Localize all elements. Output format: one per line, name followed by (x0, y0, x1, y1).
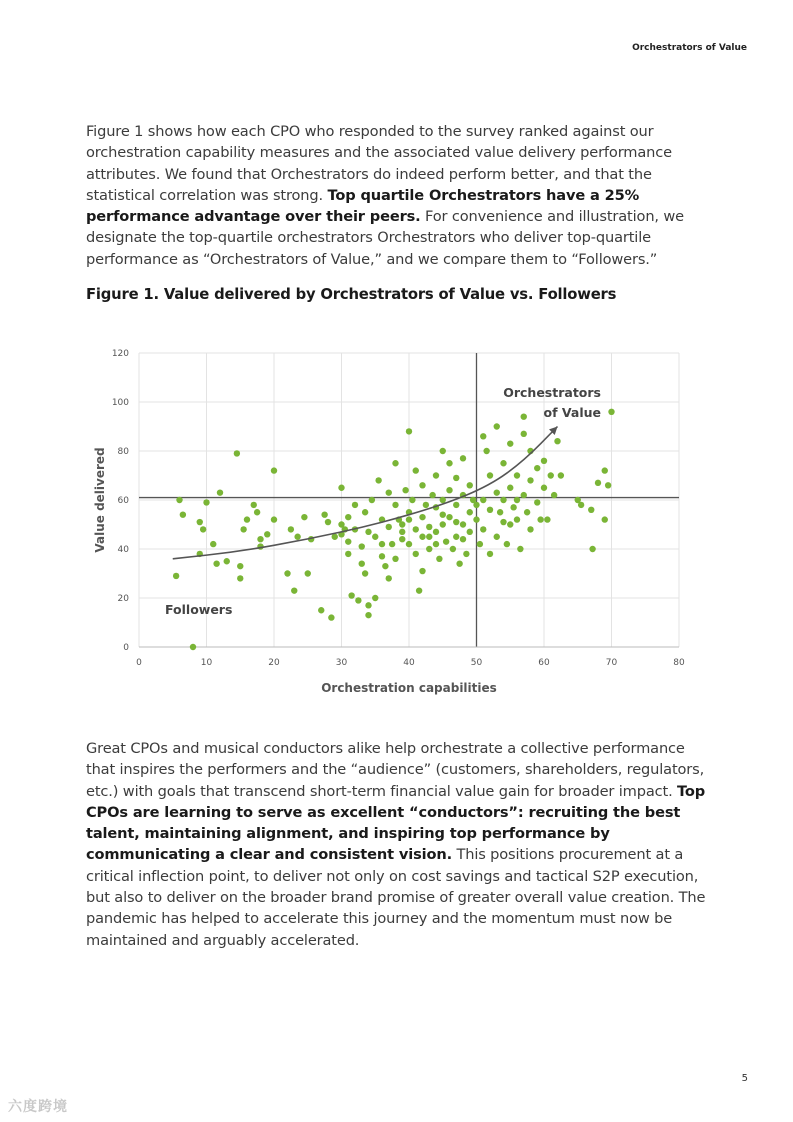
data-point (602, 467, 608, 473)
data-point (365, 529, 371, 535)
data-point (440, 512, 446, 518)
y-tick-label: 20 (117, 594, 129, 604)
data-point (440, 497, 446, 503)
data-point (433, 541, 439, 547)
data-point (487, 507, 493, 513)
data-point (500, 460, 506, 466)
data-point (487, 472, 493, 478)
figure-title: Figure 1. Value delivered by Orchestrators of Value vs. Followers (86, 286, 617, 303)
x-tick-label: 0 (136, 658, 142, 668)
data-point (345, 514, 351, 520)
y-tick-label: 80 (117, 447, 129, 457)
data-point (521, 431, 527, 437)
data-point (534, 499, 540, 505)
data-point (406, 541, 412, 547)
data-point (467, 509, 473, 515)
data-point (355, 597, 361, 603)
data-point (419, 568, 425, 574)
data-point (558, 472, 564, 478)
data-point (507, 521, 513, 527)
intro-text-2: For convenience and illustration, we designate the top-quartile orchestrators Orchestrators who deliver top-quartile performance as “Orchestrators of Value,” and we compare them to “Followers.” (86, 208, 685, 268)
data-point (382, 563, 388, 569)
data-point (453, 475, 459, 481)
x-axis-title: Orchestration capabilities (321, 681, 497, 695)
data-point (602, 516, 608, 522)
data-point (504, 541, 510, 547)
data-point (234, 450, 240, 456)
data-point (251, 502, 257, 508)
data-point (527, 526, 533, 532)
data-point (389, 541, 395, 547)
data-point (386, 524, 392, 530)
data-point (514, 516, 520, 522)
data-point (433, 529, 439, 535)
data-point (477, 541, 483, 547)
intro-paragraph (86, 121, 716, 270)
data-point (294, 534, 300, 540)
data-point (436, 556, 442, 562)
data-point (480, 497, 486, 503)
y-axis-title: Value delivered (93, 447, 107, 553)
data-point (365, 602, 371, 608)
data-point (510, 504, 516, 510)
body-paragraph (86, 738, 716, 951)
data-point (467, 529, 473, 535)
data-point (487, 551, 493, 557)
data-point (534, 465, 540, 471)
data-point (595, 480, 601, 486)
watermark-logo: 六度跨境 (8, 1099, 68, 1115)
data-point (433, 472, 439, 478)
data-point (413, 526, 419, 532)
data-point (200, 526, 206, 532)
data-point (301, 514, 307, 520)
data-point (217, 489, 223, 495)
data-point (244, 516, 250, 522)
data-point (240, 526, 246, 532)
data-point (210, 541, 216, 547)
data-point (399, 536, 405, 542)
data-point (365, 612, 371, 618)
data-point (362, 509, 368, 515)
data-point (291, 587, 297, 593)
x-tick-label: 10 (200, 658, 213, 668)
y-tick-label: 100 (111, 398, 129, 408)
data-point (369, 497, 375, 503)
data-point (399, 521, 405, 527)
x-tick-label: 70 (605, 658, 618, 668)
data-point (440, 521, 446, 527)
data-point (362, 570, 368, 576)
data-point (460, 536, 466, 542)
data-point (453, 519, 459, 525)
data-point (426, 524, 432, 530)
annotation-orchestrators: Orchestrators (503, 385, 601, 400)
data-point (480, 433, 486, 439)
data-point (406, 428, 412, 434)
data-point (338, 485, 344, 491)
x-tick-label: 50 (470, 658, 483, 668)
data-point (190, 644, 196, 650)
data-point (224, 558, 230, 564)
data-point (426, 546, 432, 552)
data-point (264, 531, 270, 537)
data-point (423, 502, 429, 508)
data-point (440, 448, 446, 454)
data-point (176, 497, 182, 503)
intro-text-1: Figure 1 shows how each CPO who responded to the survey ranked against our orchestration capability measures and the associated value delivery performance attributes. We found that Orchestrators do indeed perform better, and that the statistical correlation was strong. (86, 123, 672, 204)
data-point (517, 546, 523, 552)
annotation-followers: Followers (165, 602, 233, 617)
data-point (413, 551, 419, 557)
header-title: Orchestrators of Value (632, 43, 747, 53)
x-tick-label: 40 (403, 658, 415, 668)
data-point (392, 502, 398, 508)
data-point (305, 570, 311, 576)
data-point (589, 546, 595, 552)
data-point (500, 519, 506, 525)
x-tick-label: 30 (335, 658, 348, 668)
data-point (419, 534, 425, 540)
y-tick-label: 120 (111, 349, 129, 359)
intro-bold: Top quartile Orchestrators have a 25% performance advantage over their peers. (86, 186, 640, 226)
data-point (203, 499, 209, 505)
data-point (446, 514, 452, 520)
data-point (446, 487, 452, 493)
data-point (605, 482, 611, 488)
data-point (521, 492, 527, 498)
y-tick-label: 40 (117, 545, 129, 555)
body-bold: Top CPOs are learning to serve as excellent “conductors”: recruiting the best talent, maintaining alignment, and inspiring top performance by communicating a clear and consistent vision. (86, 782, 706, 864)
data-point (426, 534, 432, 540)
data-point (588, 507, 594, 513)
data-point (500, 497, 506, 503)
data-point (453, 534, 459, 540)
data-point (480, 526, 486, 532)
data-point (328, 614, 334, 620)
data-point (483, 448, 489, 454)
data-point (254, 509, 260, 515)
data-point (578, 502, 584, 508)
data-point (419, 482, 425, 488)
data-point (473, 502, 479, 508)
data-point (392, 556, 398, 562)
data-point (537, 516, 543, 522)
data-point (527, 477, 533, 483)
data-point (413, 467, 419, 473)
data-point (419, 514, 425, 520)
data-point (406, 516, 412, 522)
data-point (173, 573, 179, 579)
data-point (409, 497, 415, 503)
data-point (521, 414, 527, 420)
data-point (288, 526, 294, 532)
data-point (456, 561, 462, 567)
data-point (386, 489, 392, 495)
data-point (429, 492, 435, 498)
data-point (321, 512, 327, 518)
annotation-of-value: of Value (543, 405, 601, 420)
data-point (494, 489, 500, 495)
data-point (237, 575, 243, 581)
data-point (359, 561, 365, 567)
x-tick-label: 60 (538, 658, 550, 668)
data-point (325, 519, 331, 525)
x-tick-label: 20 (268, 658, 280, 668)
data-point (514, 497, 520, 503)
data-point (443, 538, 449, 544)
data-point (399, 529, 405, 535)
data-point (544, 516, 550, 522)
scatter-chart (88, 340, 698, 710)
data-point (257, 536, 263, 542)
data-point (524, 509, 530, 515)
data-point (180, 512, 186, 518)
data-point (514, 472, 520, 478)
data-point (507, 485, 513, 491)
data-point (271, 516, 277, 522)
data-point (554, 438, 560, 444)
data-point (213, 561, 219, 567)
data-point (541, 485, 547, 491)
data-point (402, 487, 408, 493)
data-point (541, 458, 547, 464)
data-point (416, 587, 422, 593)
data-point (372, 534, 378, 540)
body-text-1: Great CPOs and musical conductors alike help orchestrate a collective performance that inspires the performers and the “audience” (customers, shareholders, regulators, etc.) with goals that transcend short-term financial value gain for broader impact. (86, 740, 705, 800)
data-point (463, 551, 469, 557)
y-tick-label: 60 (117, 496, 129, 506)
data-point (446, 460, 452, 466)
data-point (345, 551, 351, 557)
data-point (237, 563, 243, 569)
data-point (271, 467, 277, 473)
body-text-2: This positions procurement at a critical inflection point, to deliver not only on cost savings and tactical S2P execution, but also to deliver on the broader brand promise of greater overall value creation. The pandemic has helped to accelerate this journey and the momentum must now be maintained and arguably accelerated. (86, 846, 706, 949)
data-point (379, 553, 385, 559)
data-point (494, 423, 500, 429)
data-point (372, 595, 378, 601)
data-point (359, 543, 365, 549)
data-point (507, 440, 513, 446)
data-point (460, 455, 466, 461)
data-point (473, 516, 479, 522)
data-point (548, 472, 554, 478)
y-tick-label: 0 (123, 643, 129, 653)
data-point (453, 502, 459, 508)
data-point (197, 519, 203, 525)
data-point (284, 570, 290, 576)
data-point (467, 482, 473, 488)
data-point (494, 534, 500, 540)
data-point (379, 541, 385, 547)
data-point (318, 607, 324, 613)
data-point (450, 546, 456, 552)
data-point (352, 502, 358, 508)
data-point (608, 409, 614, 415)
page-number: 5 (741, 1073, 748, 1084)
data-point (497, 509, 503, 515)
data-point (348, 592, 354, 598)
data-point (460, 521, 466, 527)
data-point (345, 538, 351, 544)
data-point (551, 492, 557, 498)
x-tick-label: 80 (673, 658, 685, 668)
data-point (386, 575, 392, 581)
data-point (392, 460, 398, 466)
data-point (375, 477, 381, 483)
